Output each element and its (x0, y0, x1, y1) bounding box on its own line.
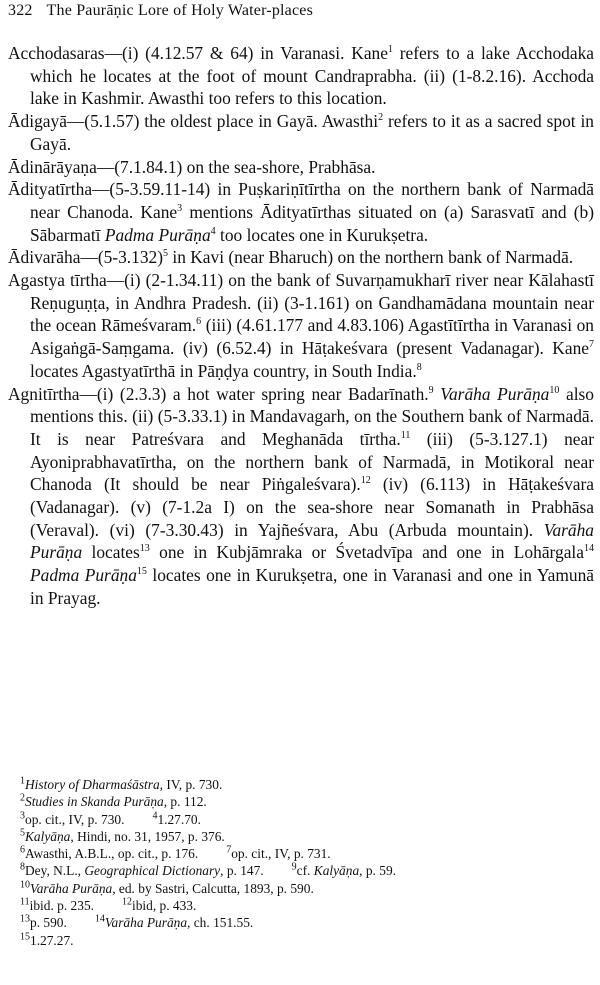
footnote-line: $^{10}$Varāha Purāṇa, ed. by Sastri, Calcutta, 1893, p. 590. (20, 879, 314, 896)
footnote-line: $^5$Kalyāṇa, Hindi, no. 31, 1957, p. 376. (20, 827, 225, 844)
entry-agastya-tirtha: Agastya tīrtha—(i) (2-1.34.11) on the bank of Suvarṇamukharī river near Kālahastī Reṇuguṇṭa, in Andhra Pradesh. (ii) (3-1.161) on Gandhamādana mountain near the ocean Rāmeśvaram.$^6$ (iii) (4.61.177 and 4.83.106) Agastītīrtha in Varanasi on Asigaṅgā-Saṃgama. (iv) (6.52.4) in Hāṭakeśvara (present Vadanagar). Kane$^7$ locates Agastyatīrthā in Pāṇḍya country, in South India.$^8$ (8, 270, 595, 381)
footnote-line: $^{11}$ibid. p. 235. $^{12}$ibid, p. 433. (20, 896, 197, 914)
entry-adinarayana: Ādinārāyaṇa—(7.1.84.1) on the sea-shore, Prabhāsa. (8, 156, 376, 177)
page-number: 322 (8, 2, 33, 19)
entry-adigaya: Ādigayā—(5.1.57) the oldest place in Gayā. Awasthi$^2$ refers to it as a sacred spot in Gayā. (8, 111, 594, 154)
page-header (8, 2, 313, 20)
footnote-line: $^{15}$1.27.27. (20, 931, 74, 948)
entry-agnitirtha: Agnitīrtha—(i) (2.3.3) a hot water spring near Badarīnath.$^9$ Varāha Purāṇa$^{10}$ also mentions this. (ii) (5-3.33.1) in Mandavagarh, on the Southern bank of Narmadā. It is near Patreśvara and Meghanāda tīrtha.$^{11}$ (iii) (5-3.127.1) near Ayoniprabhavatīrtha, on the northern bank of Narmadā, in Motikoral near Chanoda (It should be near Piṅgaleśvara).$^{12}$ (iv) (6.113) in Hāṭakeśvara (Vadanagar). (v) (7-1.2a I) on the sea-shore near Somanath in Prabhāsa (Veraval). (vi) (7-3.30.43) in Yajñeśvara, Abu (Arbuda mountain). Varāha Purāṇa locates$^{13}$ one in Kubjāmraka or Śvetadvīpa and one in Lohārgala$^{14}$ Padma Purāṇa$^{15}$ locates one in Kurukṣetra, one in Varanasi and one in Yamunā in Prayag. (8, 383, 594, 608)
entry-adivaraha: $Ādivarāha—(5-3.132)^5$ in Kavi (near Bharuch) on the northern bank of Narmadā. (8, 247, 574, 268)
running-title: The Paurāṇic Lore of Holy Water-places (46, 2, 314, 19)
footnote-line: $^1$History of Dharmaśāstra, IV, p. 730. (20, 775, 223, 792)
footnote-line: $^2$Studies in Skanda Purāṇa, p. 112. (20, 792, 207, 810)
footnote-line: $^8$Dey, N.L., Geographical Dictionary, p. 147. $^9$cf. Kalyāṇa, p. 59. (20, 862, 396, 879)
gazetteer-entries (8, 42, 594, 610)
footnote-line: $^6$Awasthi, A.B.L., op. cit., p. 176. $^7$op. cit., IV, p. 731. (20, 844, 331, 862)
footnotes (20, 776, 590, 949)
entry-adityatirtha: Ādityatīrtha—(5-3.59.11-14) in Puṣkariṇītīrtha on the northern bank of Narmadā near Chanoda. Kane$^3$ mentions Ādityatīrthas situated on (a) Sarasvatī and (b) Sābarmatī Padma Purāṇa$^4$ too locates one in Kurukṣetra. (8, 179, 595, 245)
footnote-line: $^3$op. cit., IV, p. 730. $^4$1.27.70. (20, 810, 201, 827)
entry-acchodasaras: Acchodasaras—(i) (4.12.57 & 64) in Varanasi. Kane$^1$ refers to a lake Acchodaka which he locates at the foot of mount Candraprabha. (ii) (1-8.2.16). Acchoda lake in Kashmir. Awasthi too refers to this location. (8, 43, 594, 109)
footnote-line: $^{13}$p. 590. $^{14}$Varāha Purāṇa, ch. 151.55. (20, 913, 254, 931)
